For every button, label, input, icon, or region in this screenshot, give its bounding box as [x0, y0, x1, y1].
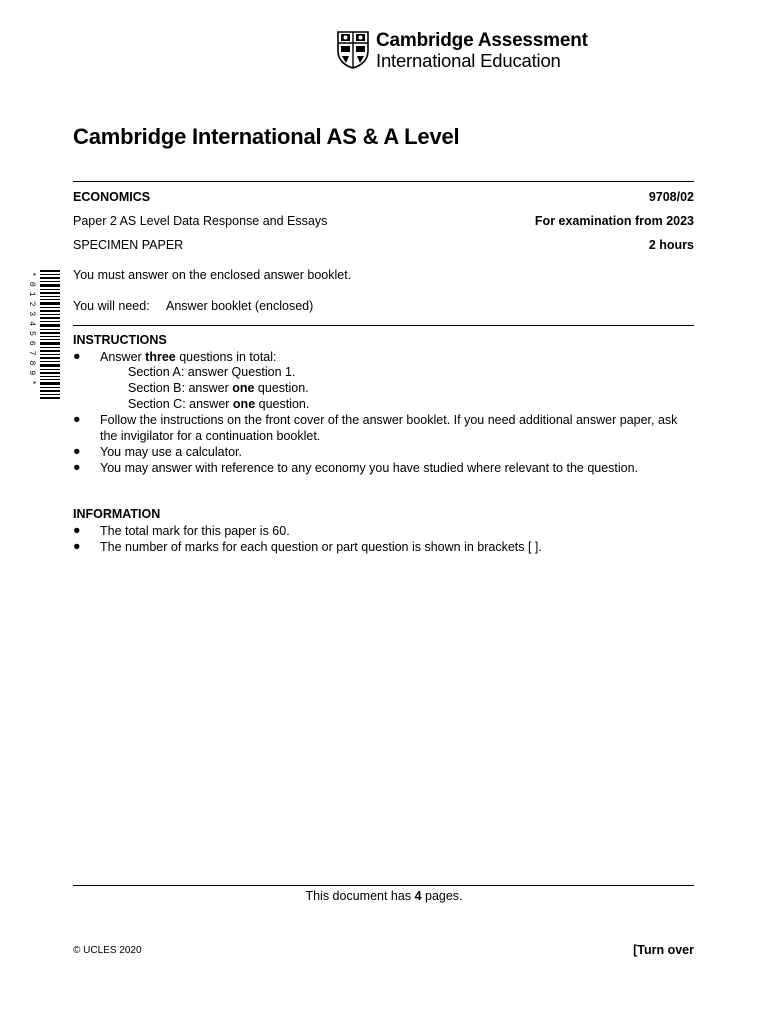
turn-over: [Turn over — [633, 943, 694, 957]
paper-code: 9708/02 — [648, 190, 694, 204]
copyright: © UCLES 2020 — [73, 945, 142, 956]
divider-top — [73, 181, 694, 182]
barcode — [26, 270, 62, 400]
answer-instruction: You must answer on the enclosed answer booklet. — [73, 268, 352, 282]
header-row-specimen — [73, 238, 694, 252]
header-row-paper — [73, 214, 694, 228]
section-a-instruction: Section A: answer Question 1. — [128, 365, 296, 379]
instruction-item-4: You may answer with reference to any economy you have studied where relevant to the question. — [100, 461, 639, 475]
instructions-heading: INSTRUCTIONS — [73, 333, 167, 347]
cambridge-shield-icon — [337, 31, 369, 69]
duration: 2 hours — [648, 238, 694, 252]
document-title: Cambridge International AS & A Level — [73, 124, 460, 149]
section-b-instruction: Section B: answer one question. — [128, 381, 309, 395]
divider-middle — [73, 325, 694, 326]
exam-from: For examination from 2023 — [534, 214, 694, 228]
instruction-item-3: You may use a calculator. — [100, 445, 242, 459]
page-count: This document has 4 pages. — [305, 889, 463, 903]
barcode-number: * 0 1 2 3 4 5 6 7 8 9 * — [27, 272, 36, 386]
you-will-need-label: You will need: — [73, 299, 150, 313]
logo-line-2: International Education — [376, 50, 561, 71]
subject-name: ECONOMICS — [73, 190, 151, 204]
bullet-icon: ● — [73, 539, 81, 553]
divider-bottom — [73, 885, 694, 886]
bullet-icon: ● — [73, 523, 81, 537]
bullet-icon: ● — [73, 444, 81, 458]
header-row-subject — [73, 190, 694, 204]
information-heading: INFORMATION — [73, 507, 161, 521]
bullet-icon: ● — [73, 460, 81, 474]
specimen-label: SPECIMEN PAPER — [73, 238, 184, 252]
bullet-icon: ● — [73, 412, 81, 426]
paper-title: Paper 2 AS Level Data Response and Essays — [73, 214, 328, 228]
cambridge-logo — [337, 31, 588, 71]
information-item-2: The number of marks for each question or part question is shown in brackets [ ]. — [100, 540, 542, 554]
instruction-item-1: Answer three questions in total: — [100, 350, 277, 364]
information-item-1: The total mark for this paper is 60. — [100, 524, 290, 538]
instruction-item-2: Follow the instructions on the front cover of the answer booklet. If you need additional answer paper, ask the invigilator for a continuation booklet. — [100, 413, 678, 443]
you-will-need-value: Answer booklet (enclosed) — [166, 299, 314, 313]
bullet-icon: ● — [73, 349, 81, 363]
section-c-instruction: Section C: answer one question. — [128, 397, 310, 411]
logo-line-1: Cambridge Assessment — [376, 30, 588, 51]
